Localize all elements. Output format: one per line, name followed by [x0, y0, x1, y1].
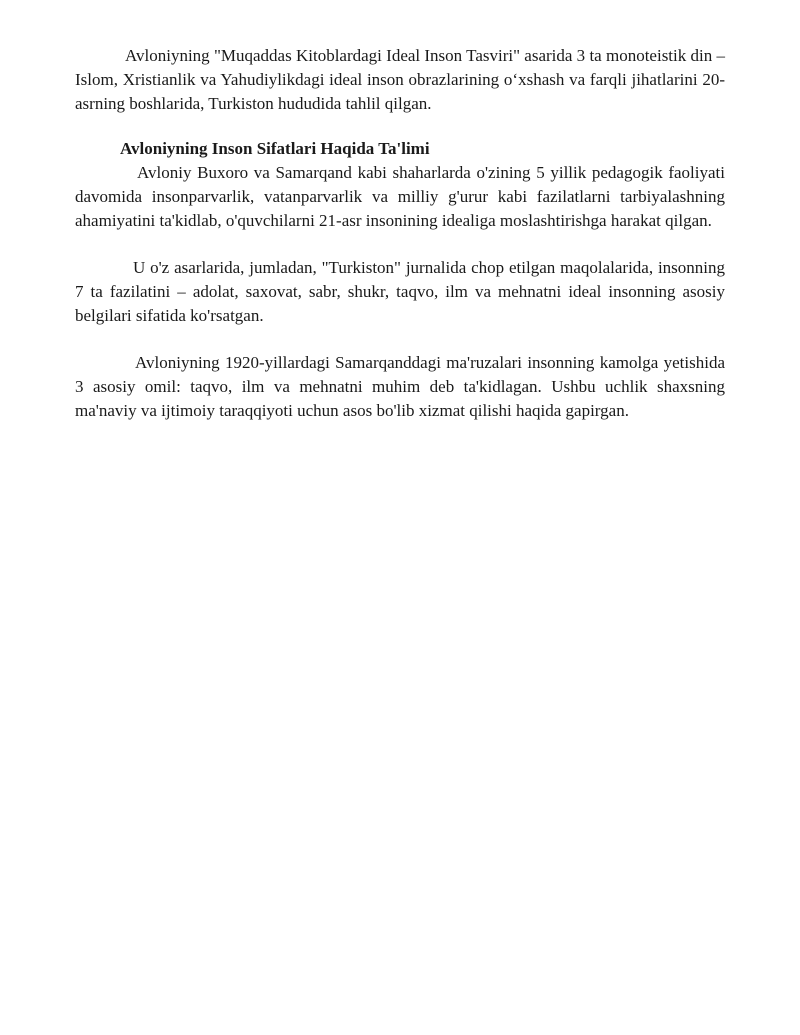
paragraph-pedagogy: Avloniy Buxoro va Samarqand kabi shaharlarda o'zining 5 yillik pedagogik faoliyati davomida insonparvarlik, vatanparvarlik va milliy g'urur kabi fazilatlarni tarbiyalashning ahamiyatini ta'kidlab, o'quvchilarni 21-asr insonining idealiga moslashtirishga harakat qilgan. [75, 163, 725, 230]
paragraph-virtues: U o'z asarlarida, jumladan, "Turkiston" jurnalida chop etilgan maqolalarida, insonning 7 ta fazilatini – adolat, saxovat, sabr, shukr, taqvo, ilm va mehnatni ideal insonning asosiy belgilari sifatida ko'rsatgan. [75, 258, 725, 325]
paragraph-lectures: Avloniyning 1920-yillardagi Samarqanddagi ma'ruzalari insonning kamolga yetishida 3 asosiy omil: taqvo, ilm va mehnatni muhim deb ta'kidlagan. Ushbu uchlik shaxsning ma'naviy va ijtimoiy taraqqiyoti uchun asos bo'lib xizmat qilishi haqida gapirgan. [75, 353, 725, 420]
document-page [75, 44, 725, 423]
paragraph-intro: Avloniyning "Muqaddas Kitoblardagi Ideal Inson Tasviri" asarida 3 ta monoteistik din – Islom, Xristianlik va Yahudiylikdagi ideal inson obrazlarining o‘xshash va farqli jihatlarini 20-asrning boshlarida, Turkiston hududida tahlil qilgan. [75, 46, 725, 113]
section-heading: Avloniyning Inson Sifatlari Haqida Ta'limi [120, 139, 430, 158]
